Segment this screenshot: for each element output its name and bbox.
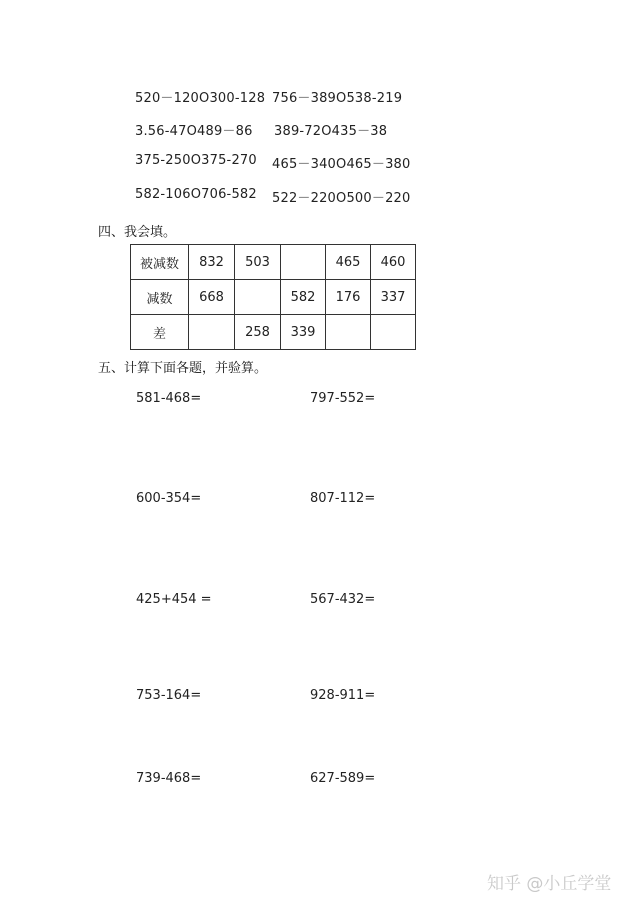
problem-left-3: 425+454 = [136,592,212,607]
table-row [131,245,416,280]
table-cell: 582 [281,280,326,315]
table-cell: 668 [189,280,235,315]
table-cell: 176 [326,280,371,315]
comparison-left-1: 520－120O300-128 [135,91,266,106]
comparison-left-4: 582-106O706-582 [135,187,257,202]
subtraction-table [130,244,416,350]
problem-right-1: 797-552= [310,391,376,406]
table-cell [281,245,326,280]
table-cell: 被减数 [131,245,189,280]
table-cell: 差 [131,315,189,350]
problem-right-2: 807-112= [310,491,376,506]
table-cell: 减数 [131,280,189,315]
problem-right-5: 627-589= [310,771,376,786]
problem-left-2: 600-354= [136,491,202,506]
table-row [131,315,416,350]
table-cell [189,315,235,350]
problem-right-3: 567-432= [310,592,376,607]
comparison-right-4: 522－220O500－220 [272,191,411,206]
table-cell [326,315,371,350]
comparison-right-3: 465－340O465－380 [272,157,411,172]
table-cell [371,315,416,350]
comparison-right-2: 389-72O435－38 [274,124,388,139]
comparison-left-3: 375-250O375-270 [135,153,257,168]
table-cell: 258 [235,315,281,350]
table-cell: 465 [326,245,371,280]
table-cell: 503 [235,245,281,280]
table-cell [235,280,281,315]
table-cell: 337 [371,280,416,315]
watermark: 知乎 @小丘学堂 [487,874,612,894]
problem-left-1: 581-468= [136,391,202,406]
problem-right-4: 928-911= [310,688,376,703]
comparison-left-2: 3.56-47O489－86 [135,124,253,139]
table-cell: 832 [189,245,235,280]
table-cell: 339 [281,315,326,350]
comparison-right-1: 756－389O538-219 [272,91,403,106]
section-5-heading: 五、计算下面各题，并验算。 [98,361,268,376]
table-cell: 460 [371,245,416,280]
problem-left-5: 739-468= [136,771,202,786]
section-4-heading: 四、我会填。 [98,225,177,240]
table-row [131,280,416,315]
problem-left-4: 753-164= [136,688,202,703]
